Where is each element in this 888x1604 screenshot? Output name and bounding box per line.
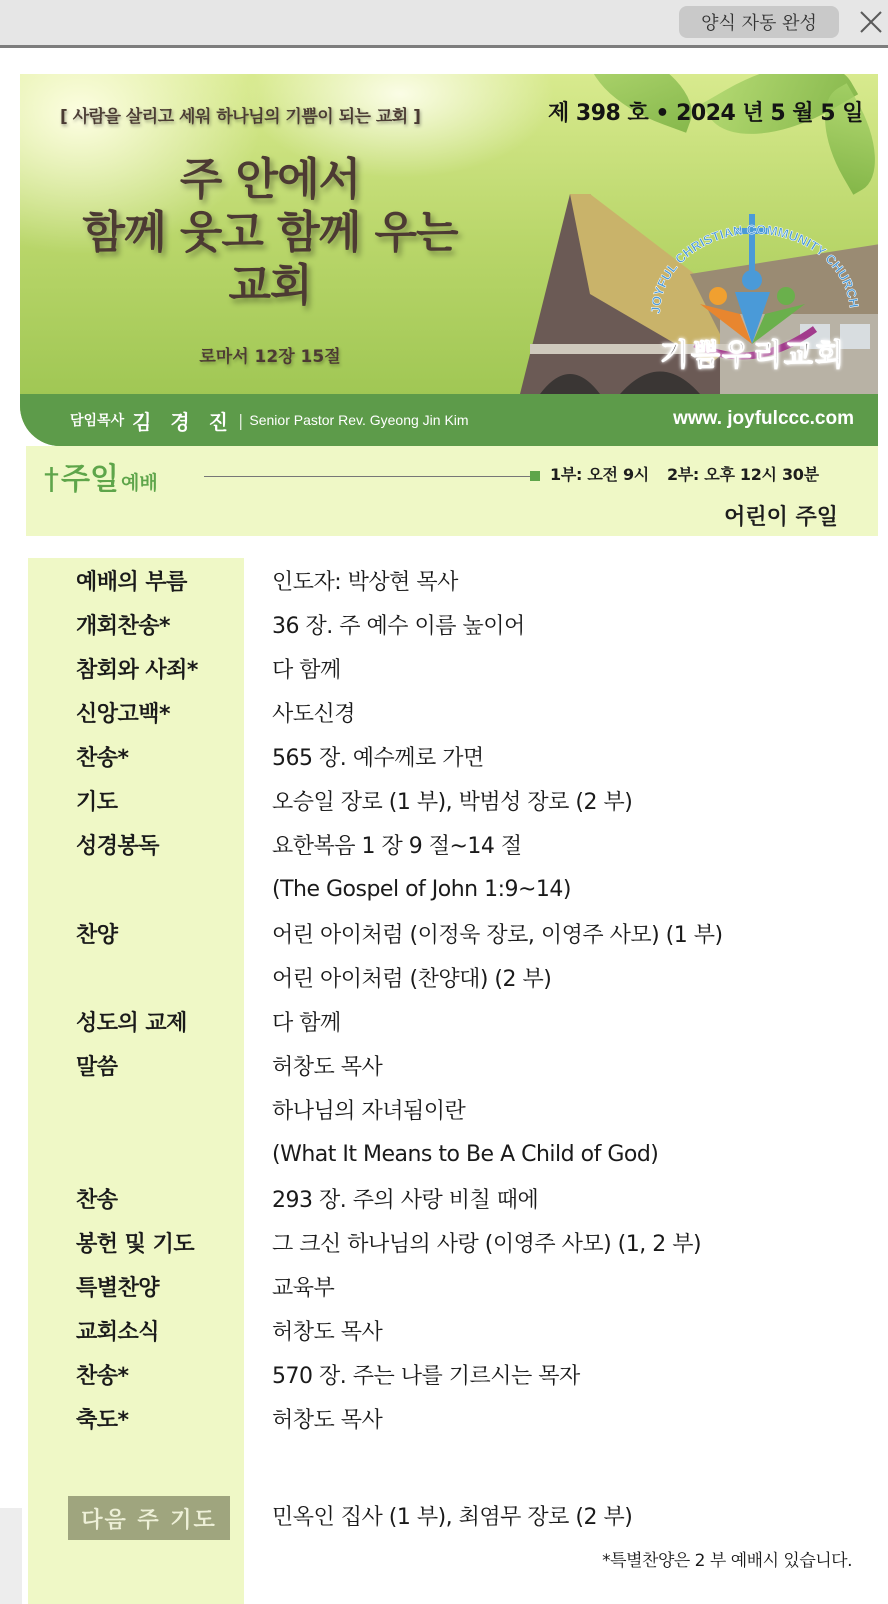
row-label: 참회와 사죄* xyxy=(76,657,198,683)
row-label: 찬송* xyxy=(76,1363,129,1389)
table-row xyxy=(0,1396,888,1440)
service-title-main: 주일 xyxy=(61,462,119,497)
headline-line: 교회 xyxy=(228,259,312,311)
row-value: 그 크신 하나님의 사랑 (이영주 사모) (1, 2 부) xyxy=(272,1231,702,1257)
row-label: 찬송 xyxy=(76,1187,118,1213)
row-label: 예배의 부름 xyxy=(76,569,187,595)
logo-arc-text: JOYFUL CHRISTIAN COMMUNITY CHURCH xyxy=(647,221,862,315)
row-value: 허창도 목사 xyxy=(272,1319,383,1345)
row-value: 어린 아이처럼 (이정욱 장로, 이영주 사모) (1 부) xyxy=(272,922,723,948)
footnote: *특별찬양은 2 부 예배시 있습니다. xyxy=(602,1551,852,1571)
table-row xyxy=(0,1176,888,1220)
row-label: 성도의 교제 xyxy=(76,1010,187,1036)
table-row xyxy=(0,1264,888,1308)
row-value: (What It Means to Be A Child of God) xyxy=(272,1141,659,1167)
divider: | xyxy=(238,410,244,430)
autofill-label: 양식 자동 완성 xyxy=(701,13,817,34)
row-value: 요한복음 1 장 9 절~14 절 xyxy=(272,833,522,859)
table-row xyxy=(0,1087,888,1131)
row-label: 기도 xyxy=(76,789,118,815)
table-row xyxy=(0,602,888,646)
row-value: 36 장. 주 예수 이름 높이어 xyxy=(272,613,525,639)
headline xyxy=(60,154,480,312)
table-row xyxy=(0,1043,888,1087)
row-value: 하나님의 자녀됨이란 xyxy=(272,1098,466,1124)
row-label: 교회소식 xyxy=(76,1319,160,1345)
side-panel-edge xyxy=(0,1508,22,1604)
table-row xyxy=(0,955,888,999)
table-row xyxy=(0,558,888,602)
row-label: 개회찬송* xyxy=(76,613,171,639)
table-row xyxy=(0,1352,888,1396)
pastor-role: 담임목사 xyxy=(70,413,125,429)
row-value: 어린 아이처럼 (찬양대) (2 부) xyxy=(272,966,552,992)
service-time-1: 1부: 오전 9시 xyxy=(550,465,649,484)
row-value: 293 장. 주의 사랑 비칠 때에 xyxy=(272,1187,539,1213)
issue-date: 제 398 호 • 2024 년 5 월 5 일 xyxy=(548,101,864,126)
service-time-2: 2부: 오후 12시 30분 xyxy=(666,465,819,484)
table-row xyxy=(0,1220,888,1264)
row-value: 사도신경 xyxy=(272,701,356,727)
close-icon xyxy=(855,6,887,38)
row-label: 성경봉독 xyxy=(76,833,160,859)
close-button[interactable] xyxy=(855,6,887,38)
table-row xyxy=(0,690,888,734)
row-label: 신앙고백* xyxy=(76,701,171,727)
next-week-prayer-value: 민옥인 집사 (1 부), 최염무 장로 (2 부) xyxy=(272,1505,633,1530)
row-value: 인도자: 박상현 목사 xyxy=(272,569,458,595)
row-label: 특별찬양 xyxy=(76,1275,160,1301)
bulletin-banner xyxy=(20,74,878,446)
autofill-form-button[interactable] xyxy=(679,6,839,38)
table-row xyxy=(0,1308,888,1352)
cross-icon: † xyxy=(44,462,59,497)
row-value: 다 함께 xyxy=(272,1010,341,1036)
row-value: 565 장. 예수께로 가면 xyxy=(272,745,484,771)
headline-line: 함께 웃고 함께 우는 xyxy=(82,206,458,258)
row-value: 570 장. 주는 나를 기르시는 목자 xyxy=(272,1363,580,1389)
pastor-name-english: Senior Pastor Rev. Gyeong Jin Kim xyxy=(249,412,469,428)
row-label: 축도* xyxy=(76,1407,129,1433)
service-header xyxy=(26,446,878,536)
verse-reference: 로마서 12장 15절 xyxy=(199,347,341,367)
table-row xyxy=(0,822,888,866)
pastor-name: 김 경 진 xyxy=(132,409,234,434)
pastor-bar xyxy=(20,394,878,446)
row-value: 오승일 장로 (1 부), 박범성 장로 (2 부) xyxy=(272,789,633,815)
row-label: 찬송* xyxy=(76,745,129,771)
row-label: 찬양 xyxy=(76,922,118,948)
church-logo-korean: 기쁨우리교회 xyxy=(660,338,846,373)
service-title-sub: 예배 xyxy=(120,472,158,494)
row-label: 봉헌 및 기도 xyxy=(76,1231,195,1257)
service-times xyxy=(550,462,819,485)
divider-line xyxy=(204,476,534,477)
row-value: 다 함께 xyxy=(272,657,341,683)
service-title xyxy=(44,454,158,498)
top-toolbar xyxy=(0,0,888,48)
row-value: 허창도 목사 xyxy=(272,1407,383,1433)
row-value: 교육부 xyxy=(272,1275,335,1301)
table-row xyxy=(0,734,888,778)
bullet-square-icon xyxy=(530,471,540,481)
row-value: (The Gospel of John 1:9~14) xyxy=(272,876,572,902)
row-value: 허창도 목사 xyxy=(272,1054,383,1080)
table-row xyxy=(0,1132,888,1176)
church-motto: [ 사람을 살리고 세워 하나님의 기쁨이 되는 교회 ] xyxy=(60,107,421,127)
table-row xyxy=(0,867,888,911)
next-week-prayer-badge: 다음 주 기도 xyxy=(68,1496,230,1540)
website-link[interactable]: www. joyfulccc.com xyxy=(673,408,854,429)
table-row xyxy=(0,778,888,822)
table-row xyxy=(0,999,888,1043)
service-occasion: 어린이 주일 xyxy=(724,505,838,530)
church-logo xyxy=(640,204,870,404)
headline-line: 주 안에서 xyxy=(179,154,361,205)
table-row xyxy=(0,911,888,955)
table-row xyxy=(0,646,888,690)
row-label: 말씀 xyxy=(76,1054,118,1080)
